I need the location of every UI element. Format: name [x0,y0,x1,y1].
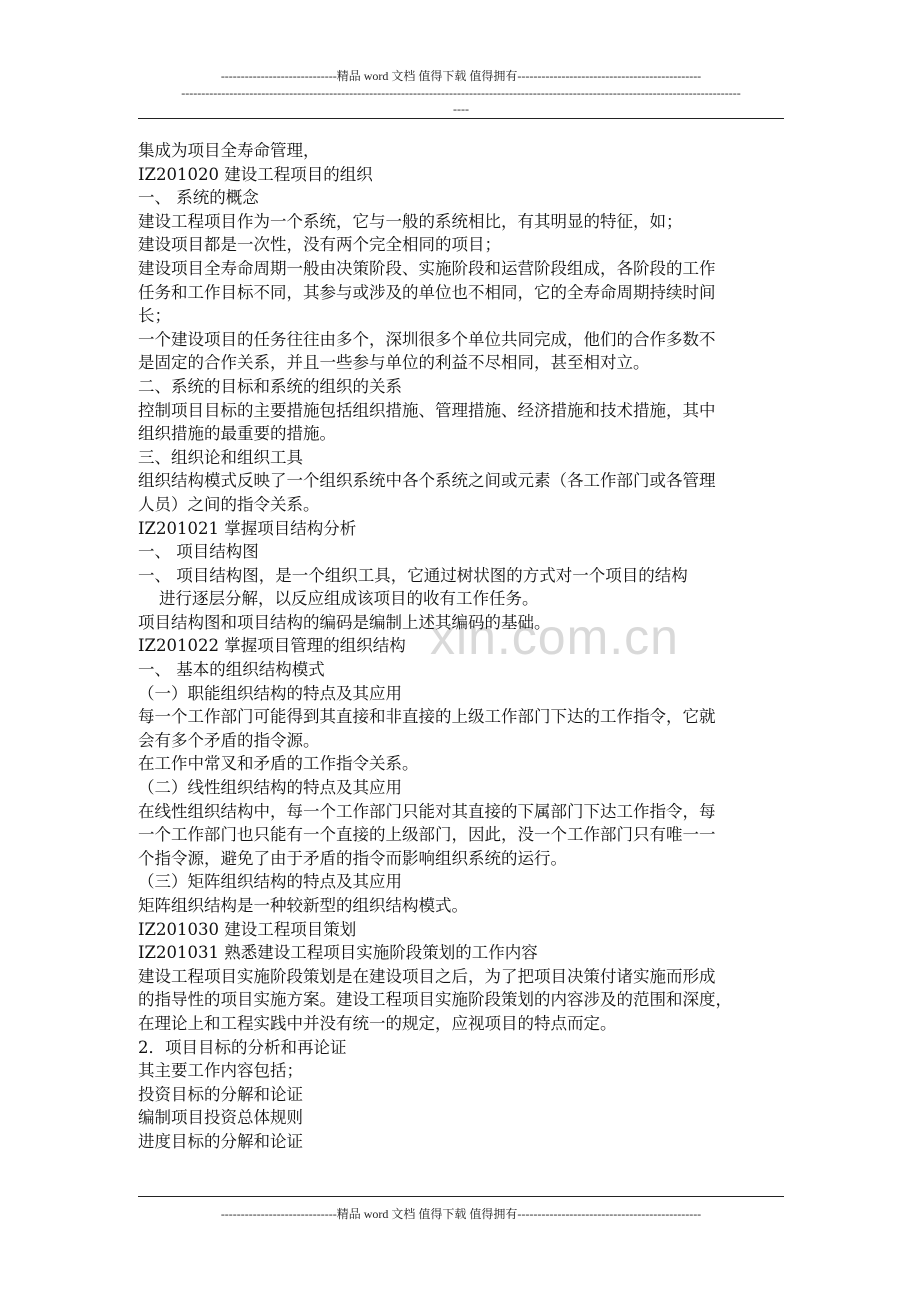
text-line: 投资目标的分解和论证 [138,1084,303,1104]
footer-banner: -----------------------------精品 word 文档 值得下载 值得拥有---------------------------------------------- [220,1207,702,1221]
text-line: 是固定的合作关系，并且一些参与单位的利益不尽相同，甚至相对立。 [138,353,650,373]
watermark: xin.com.cn [430,609,679,665]
text-line: 建设工程项目作为一个系统，它与一般的系统相比，有其明显的特征，如； [138,211,683,231]
text-line: 一、 项目结构图 [138,542,259,562]
text-line: 集成为项目全寿命管理， [138,141,320,160]
text-line: 项目结构图和项目结构的编码是编制上述其编码的基础。 [138,612,551,632]
text-line: （一）职能组织结构的特点及其应用 [138,683,402,703]
text-line: 二、系统的目标和系统的组织的关系 [138,376,402,396]
text-line: （二）线性组织结构的特点及其应用 [138,778,402,798]
text-line: 在工作中常叉和矛盾的工作指令关系。 [138,754,419,774]
document-body [138,139,784,1154]
text-line: 一、 项目结构图，是一个组织工具，它通过树状图的方式对一个项目的结构 [138,565,688,585]
text-line: 建设项目都是一次性，没有两个完全相同的项目； [138,235,501,255]
text-line: 控制项目目标的主要措施包括组织措施、管理措施、经济措施和技术措施，其中 [138,400,716,420]
text-line: 一个工作部门也只能有一个直接的上级部门，因此，没一个工作部门只有唯一一 [138,825,716,845]
text-line: 每一个工作部门可能得到其直接和非直接的上级工作部门下达的工作指令，它就 [138,707,716,727]
text-line: 组织结构模式反映了一个组织系统中各个系统之间或元素（各工作部门或各管理 [138,471,716,491]
text-line: 2．项目目标的分析和再论证 [138,1037,347,1057]
text-line: 矩阵组织结构是一种较新型的组织结构模式。 [138,896,468,915]
text-line: 在线性组织结构中，每一个工作部门只能对其直接的下属部门下达工作指令，每 [138,801,716,821]
text-line: 个指令源，避免了由于矛盾的指令而影响组织系统的运行。 [138,848,567,868]
text-line: 的指导性的项目实施方案。建设工程项目实施阶段策划的内容涉及的范围和深度， [138,990,732,1010]
text-line: 编制项目投资总体规则 [138,1108,303,1128]
header-banner: -----------------------------精品 word 文档 值得下载 值得拥有---------------------------------------------- [220,69,702,83]
text-line: （三）矩阵组织结构的特点及其应用 [138,872,402,892]
text-line: 任务和工作目标不同，其参与或涉及的单位也不相同，它的全寿命周期持续时间 [138,282,716,302]
text-line: 在理论上和工程实践中并没有统一的规定，应视项目的特点而定。 [138,1013,617,1033]
text-line: 三、组织论和组织工具 [138,447,303,467]
footer-rule [138,1196,784,1197]
text-line: 组织措施的最重要的措施。 [138,424,336,444]
text-line: 建设工程项目实施阶段策划是在建设项目之后，为了把项目决策付诸实施而形成 [138,966,716,986]
text-line: 其主要工作内容包括； [138,1061,303,1081]
text-line: 人员）之间的指令关系。 [138,494,320,514]
section-heading: IZ201031 熟悉建设工程项目实施阶段策划的工作内容 [138,943,538,963]
header-dash-tail: ---- [453,102,469,116]
text-line: 长； [138,306,171,326]
text-line: 建设项目全寿命周期一般由决策阶段、实施阶段和运营阶段组成，各阶段的工作 [138,258,716,278]
section-heading: IZ201021 掌握项目结构分析 [138,518,357,538]
text-line: 进度目标的分解和论证 [138,1131,303,1151]
header-rule [138,118,784,119]
text-line: 会有多个矛盾的指令源。 [138,730,320,750]
header-dash-line: -------------------------------------------------------------------------------------------------------------------------------------------- [181,86,741,100]
section-heading: IZ201030 建设工程项目策划 [138,919,357,939]
text-line: 一、 基本的组织结构模式 [138,660,325,680]
text-line: 一个建设项目的任务往往由多个，深圳很多个单位共同完成，他们的合作多数不 [138,329,716,349]
section-heading: IZ201022 掌握项目管理的组织结构 [138,636,406,656]
section-heading: IZ201020 建设工程项目的组织 [138,164,373,184]
text-line: 进行逐层分解，以反应组成该项目的收有工作任务。 [159,589,539,609]
text-line: 一、 系统的概念 [138,188,259,208]
